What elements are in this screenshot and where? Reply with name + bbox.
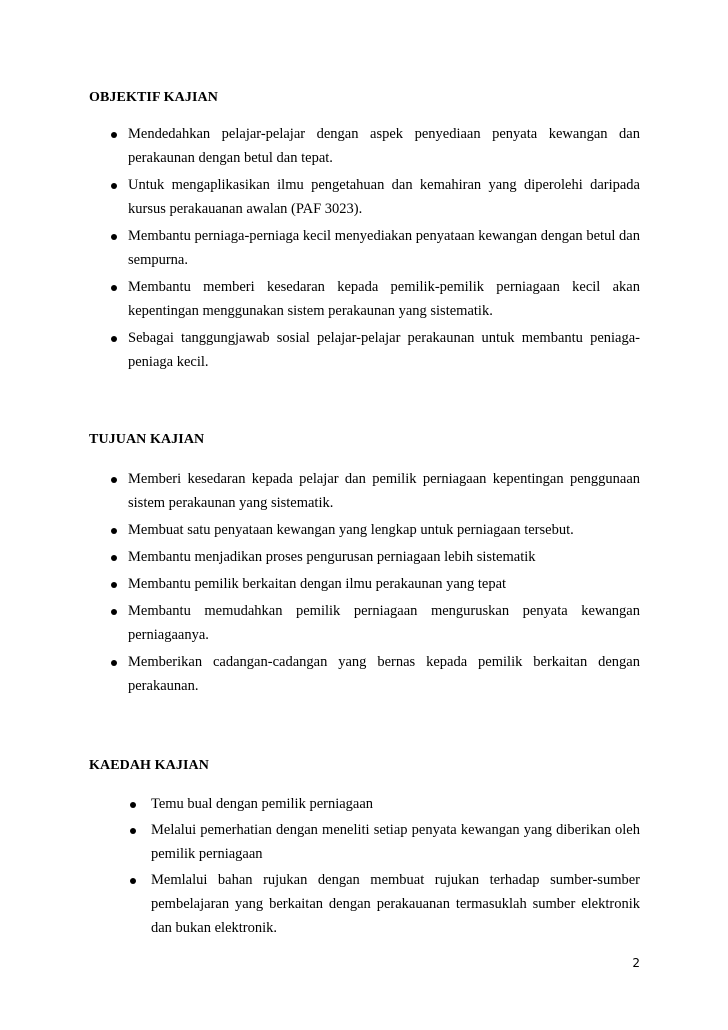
list-item [128,572,640,596]
bullet-icon [111,660,117,666]
bullet-icon [111,132,117,138]
list-item [151,868,640,940]
bullet-icon [111,477,117,483]
page-number: 2 [632,956,640,970]
list-item-text: Membantu menjadikan proses pengurusan perniagaan lebih sistematik [128,549,536,565]
bullet-icon [111,582,117,588]
list-item-text: Melalui pemerhatian dengan meneliti setiap penyata kewangan yang diberikan oleh pemilik perniagaan [151,822,640,862]
list-item [128,545,640,569]
list-item-text: Memberi kesedaran kepada pelajar dan pemilik perniagaan kepentingan penggunaan sistem perakaunan yang sistematik. [128,471,640,511]
list-item-text: Temu bual dengan pemilik perniagaan [151,796,374,812]
section-heading-objektif: OBJEKTIF KAJIAN [89,90,218,105]
list-item [128,122,640,170]
list-item-text: Membantu memberi kesedaran kepada pemilik-pemilik perniagaan kecil akan kepentingan menggunakan sistem perakaunan yang sistematik. [128,279,640,319]
list-item [128,224,640,272]
bullet-icon [111,183,117,189]
section-heading-kaedah: KAEDAH KAJIAN [89,758,209,773]
list-item-text: Mendedahkan pelajar-pelajar dengan aspek penyediaan penyata kewangan dan perakaunan dengan betul dan tepat. [128,126,640,166]
list-item-text: Sebagai tanggungjawab sosial pelajar-pelajar perakaunan untuk membantu peniaga-peniaga kecil. [128,330,640,370]
list-item [128,599,640,647]
list-item [128,326,640,374]
bullet-icon [111,528,117,534]
bullet-icon [111,234,117,240]
list-item [128,518,640,542]
bullet-icon [130,802,136,808]
list-item-text: Membantu pemilik berkaitan dengan ilmu perakaunan yang tepat [128,576,507,592]
bullet-icon [111,285,117,291]
list-item-text: Untuk mengaplikasikan ilmu pengetahuan dan kemahiran yang diperolehi daripada kursus perakauanan awalan (PAF 3023). [128,177,640,217]
tujuan-list [128,467,640,701]
list-item-text: Membantu memudahkan pemilik perniagaan menguruskan penyata kewangan perniagaanya. [128,603,640,643]
list-item [128,467,640,515]
list-item-text: Memlalui bahan rujukan dengan membuat rujukan terhadap sumber-sumber pembelajaran yang berkaitan dengan perakauanan termasuklah sumber elektronik dan bukan elektronik. [151,872,640,936]
kaedah-list [151,792,640,942]
bullet-icon [111,609,117,615]
objektif-list [128,122,640,377]
list-item-text: Membuat satu penyataan kewangan yang lengkap untuk perniagaan tersebut. [128,522,574,538]
list-item [151,818,640,866]
bullet-icon [130,828,136,834]
section-heading-tujuan: TUJUAN KAJIAN [89,432,205,447]
list-item [128,275,640,323]
list-item [151,792,640,816]
list-item [128,650,640,698]
bullet-icon [111,336,117,342]
bullet-icon [130,878,136,884]
list-item-text: Membantu perniaga-perniaga kecil menyediakan penyataan kewangan dengan betul dan sempurna. [128,228,640,268]
bullet-icon [111,555,117,561]
list-item [128,173,640,221]
list-item-text: Memberikan cadangan-cadangan yang bernas kepada pemilik berkaitan dengan perakaunan. [128,654,640,694]
